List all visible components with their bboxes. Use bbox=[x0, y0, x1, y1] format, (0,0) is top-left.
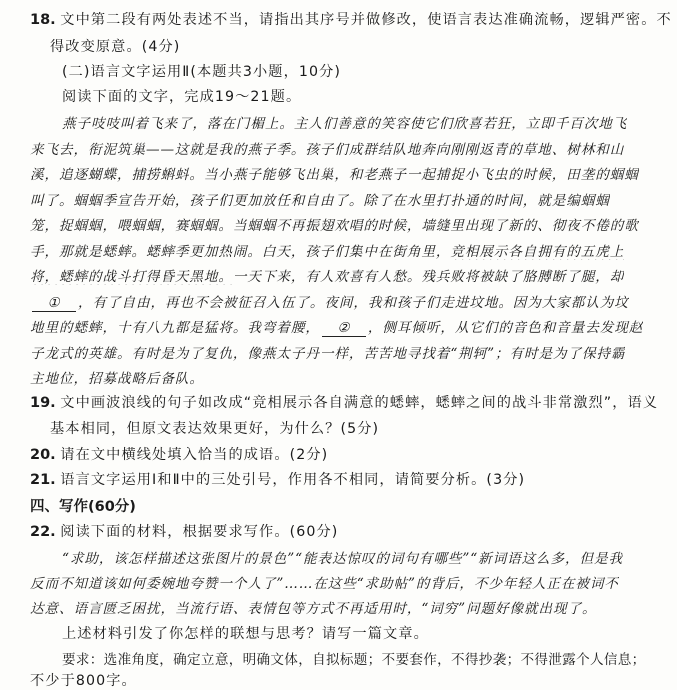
material-line: 达意、语言匮乏困扰，当流行语、表情包等方式不再适用时，“词穷”问题好像就出现了。 bbox=[30, 601, 597, 617]
question-text: 文中第二段有两处表述不当，请指出其序号并做修改，使语言表达准确流畅，逻辑严密。不 bbox=[60, 12, 672, 28]
wavy-underlined-sentence: 将，蟋蟀的战斗打得昏天黑地。 bbox=[30, 269, 233, 285]
question-22 bbox=[30, 521, 338, 541]
question-20 bbox=[30, 444, 328, 464]
writing-requirements-cont: 不少于800字。 bbox=[30, 673, 137, 689]
section-title: (二)语言文字运用Ⅱ(本题共3小题，10分) bbox=[62, 64, 342, 80]
passage-line bbox=[30, 265, 624, 285]
question-text: 语言文字运用Ⅰ和Ⅱ中的三处引号，作用各不相同，请简要分析。(3分) bbox=[60, 472, 526, 488]
passage-line: 笼，捉蝈蝈，喂蝈蝈，赛蝈蝈。当蝈蝈不再振翅欢唱的时候，墙缝里出现了新的、彻夜不倦的歌 bbox=[30, 218, 639, 234]
passage-text: 地里的蟋蟀，十有八九都是猛将。我弯着腰， bbox=[30, 320, 320, 336]
passage-text: ，有了自由，再也不会被征召入伍了。夜间，我和孩子们走进坟地。因为大家都认为坟 bbox=[78, 295, 629, 311]
writing-prompt: 上述材料引发了你怎样的联想与思考？请写一篇文章。 bbox=[62, 626, 429, 642]
passage-line: 燕子吱吱叫着飞来了，落在门楣上。主人们善意的笑容使它们欣喜若狂，立即千百次地飞 bbox=[62, 116, 628, 132]
question-number: 22. bbox=[30, 524, 56, 540]
passage-line: 叫了。蝈蝈季宣告开始，孩子们更加放任和自由了。除了在水里打扑通的时间，就是编蝈蝈 bbox=[30, 193, 610, 209]
question-number: 20. bbox=[30, 447, 56, 463]
passage-line bbox=[30, 316, 643, 337]
passage-line: 来飞去，衔泥筑巢——这就是我的燕子季。孩子们成群结队地奔向刚刚返青的草地、树林和山 bbox=[30, 142, 625, 158]
question-number: 21. bbox=[30, 472, 56, 488]
question-text: 请在文中横线处填入恰当的成语。(2分) bbox=[60, 447, 329, 463]
question-number: 19. bbox=[30, 395, 56, 411]
writing-requirements: 要求：选准角度，确定立意，明确文体，自拟标题；不要套作，不得抄袭；不得泄露个人信息； bbox=[62, 652, 646, 668]
question-number: 18. bbox=[30, 12, 56, 28]
question-19 bbox=[30, 392, 658, 412]
passage-line bbox=[30, 240, 624, 260]
passage-text: 手，那就是蟋蟀。蟋蟀季更加热闹。白天，孩子们集中在街角里， bbox=[30, 244, 451, 260]
fill-blank-1: ① bbox=[32, 295, 76, 312]
passage-text: ，侧耳倾听，从它们的音色和音量去发现赵 bbox=[367, 320, 644, 336]
passage-line bbox=[30, 291, 629, 312]
passage-line: 主地位，招募战略后备队。 bbox=[30, 371, 204, 387]
question-18 bbox=[30, 9, 672, 29]
question-text: 阅读下面的材料，根据要求写作。(60分) bbox=[60, 524, 339, 540]
question-21 bbox=[30, 469, 525, 489]
section-instruction: 阅读下面的文字，完成19～21题。 bbox=[62, 89, 302, 105]
section-heading: 四、写作(60分) bbox=[30, 499, 136, 515]
wavy-underlined-sentence: 竞相展示各自拥有的五虎上 bbox=[450, 244, 625, 260]
material-line: 反而不知道该如何委婉地夸赞一个人了”……在这些“求助帖”的背后，不少年轻人正在被词不 bbox=[30, 576, 619, 592]
material-line: “求助，该怎样描述这张图片的景色”“能表达惊叹的词句有哪些”“新词语这么多，但是我 bbox=[62, 551, 624, 567]
passage-line: 溪，追逐蝴蝶，捕捞蝌蚪。当小燕子能够飞出巢，和老燕子一起捕捉小飞虫的时候，田垄的蝈蝈 bbox=[30, 167, 639, 183]
fill-blank-2: ② bbox=[322, 320, 366, 337]
passage-line: 子龙式的英雄。有时是为了复仇，像燕太子丹一样，苦苦地寻找着“荆轲”；有时是为了保持霸 bbox=[30, 346, 626, 362]
passage-text: 一天下来，有人欢喜有人愁。残兵败将被缺了胳膊断了腿，却 bbox=[232, 269, 625, 285]
question-18-cont: 得改变原意。(4分) bbox=[50, 39, 181, 55]
question-text: 文中画波浪线的句子如改成“竞相展示各自满意的蟋蟀，蟋蟀之间的战斗非常激烈”，语义 bbox=[60, 395, 659, 411]
question-19-cont: 基本相同，但原文表达效果更好，为什么？(5分) bbox=[50, 421, 380, 437]
